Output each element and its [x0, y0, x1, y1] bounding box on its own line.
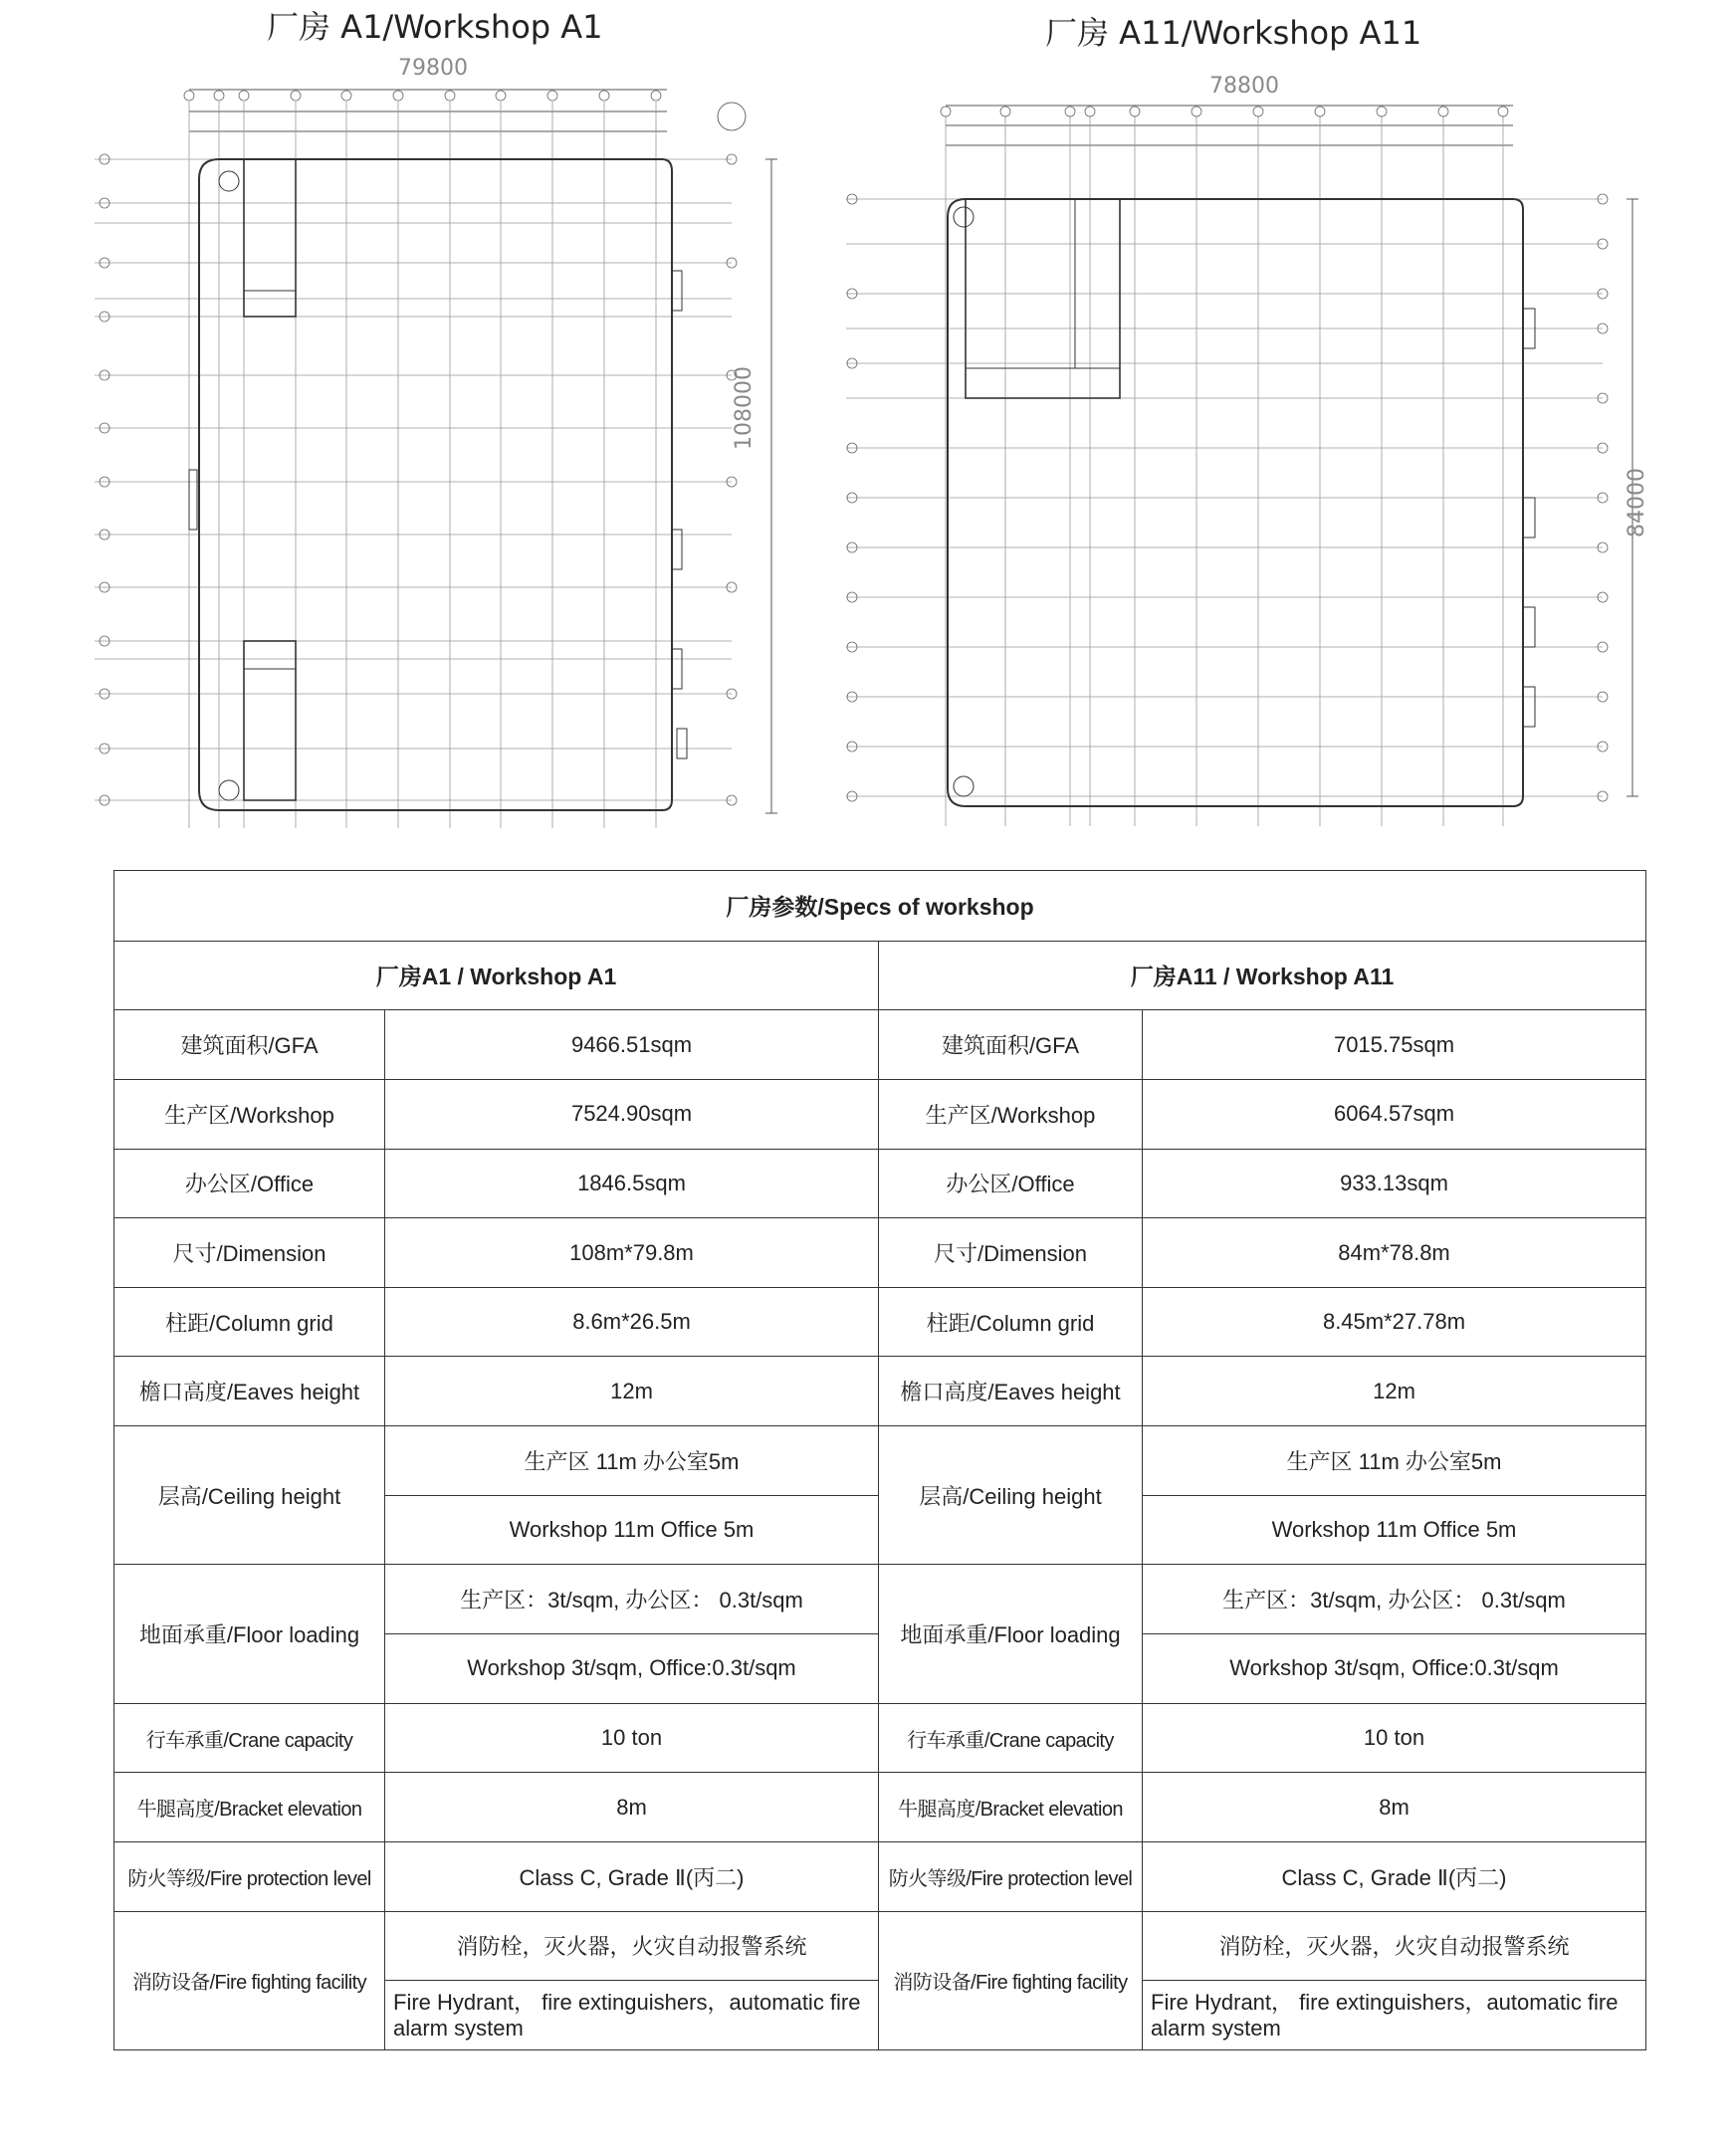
- a11-value: 84m*78.8m: [1143, 1218, 1646, 1288]
- plan-a1-height-dimension: 108000: [732, 366, 757, 450]
- a11-value: 8m: [1143, 1773, 1646, 1842]
- table-row: [114, 1565, 1646, 1634]
- floor-plan-a1: [95, 52, 791, 828]
- column-header-a11: 厂房A11 / Workshop A11: [879, 941, 1646, 1010]
- row-label: 层高/Ceiling height: [879, 1426, 1143, 1565]
- table-row: [114, 1010, 1646, 1080]
- column-header-a1: 厂房A1 / Workshop A1: [114, 941, 879, 1010]
- plan-a1-width-dimension: 79800: [398, 56, 468, 81]
- a11-value: 7015.75sqm: [1143, 1010, 1646, 1080]
- table-row: [114, 1218, 1646, 1288]
- row-label: 地面承重/Floor loading: [114, 1565, 385, 1703]
- row-label: 尺寸/Dimension: [114, 1218, 385, 1288]
- row-label: 地面承重/Floor loading: [879, 1565, 1143, 1703]
- a1-value: Class C, Grade Ⅱ(丙二): [385, 1841, 879, 1911]
- plan-a11-height-dimension: 84000: [1625, 468, 1649, 538]
- row-label: 办公区/Office: [879, 1149, 1143, 1218]
- a1-value-en: Workshop 3t/sqm, Office:0.3t/sqm: [385, 1634, 879, 1704]
- specs-table-title: 厂房参数/Specs of workshop: [114, 871, 1646, 942]
- table-row: [114, 1287, 1646, 1357]
- a1-value: 8m: [385, 1773, 879, 1842]
- a11-value: 10 ton: [1143, 1703, 1646, 1773]
- row-label: 檐口高度/Eaves height: [879, 1357, 1143, 1426]
- row-label: 牛腿高度/Bracket elevation: [114, 1773, 385, 1842]
- a1-value-en: Fire Hydrant， fire extinguishers，automatic fire alarm system: [385, 1981, 879, 2050]
- a11-value: 8.45m*27.78m: [1143, 1287, 1646, 1357]
- a1-value: 12m: [385, 1357, 879, 1426]
- table-row: [114, 1841, 1646, 1911]
- specs-table: [113, 870, 1646, 2050]
- row-label: 建筑面积/GFA: [114, 1010, 385, 1080]
- row-label: 牛腿高度/Bracket elevation: [879, 1773, 1143, 1842]
- a1-value-cn: 消防栓，灭火器，火灾自动报警系统: [385, 1911, 879, 1981]
- row-label: 行车承重/Crane capacity: [879, 1703, 1143, 1773]
- a11-value: 6064.57sqm: [1143, 1079, 1646, 1149]
- row-label: 防火等级/Fire protection level: [879, 1841, 1143, 1911]
- row-label: 行车承重/Crane capacity: [114, 1703, 385, 1773]
- table-row: [114, 1079, 1646, 1149]
- row-label: 柱距/Column grid: [114, 1287, 385, 1357]
- a11-value-en: Workshop 11m Office 5m: [1143, 1495, 1646, 1565]
- floor-plan-a1-drawing: [95, 52, 791, 828]
- row-label: 柱距/Column grid: [879, 1287, 1143, 1357]
- row-label: 防火等级/Fire protection level: [114, 1841, 385, 1911]
- row-label: 消防设备/Fire fighting facility: [114, 1911, 385, 2049]
- table-row: [114, 1357, 1646, 1426]
- table-row: [114, 1703, 1646, 1773]
- a11-value-cn: 生产区：3t/sqm, 办公区： 0.3t/sqm: [1143, 1565, 1646, 1634]
- row-label: 尺寸/Dimension: [879, 1218, 1143, 1288]
- a1-value: 9466.51sqm: [385, 1010, 879, 1080]
- row-label: 檐口高度/Eaves height: [114, 1357, 385, 1426]
- a11-value: 933.13sqm: [1143, 1149, 1646, 1218]
- a1-value: 10 ton: [385, 1703, 879, 1773]
- floor-plan-a11: [836, 70, 1692, 826]
- a1-value: 1846.5sqm: [385, 1149, 879, 1218]
- a1-value: 108m*79.8m: [385, 1218, 879, 1288]
- a11-value-cn: 消防栓，灭火器，火灾自动报警系统: [1143, 1911, 1646, 1981]
- a1-value-cn: 生产区 11m 办公室5m: [385, 1426, 879, 1496]
- a1-value-en: Workshop 11m Office 5m: [385, 1495, 879, 1565]
- table-row: [114, 1911, 1646, 1981]
- row-label: 生产区/Workshop: [879, 1079, 1143, 1149]
- table-row: [114, 1149, 1646, 1218]
- plan-a1-title: 厂房 A1/Workshop A1: [267, 8, 603, 46]
- row-label: 生产区/Workshop: [114, 1079, 385, 1149]
- row-label: 层高/Ceiling height: [114, 1426, 385, 1565]
- a1-value: 7524.90sqm: [385, 1079, 879, 1149]
- plan-a11-width-dimension: 78800: [1209, 74, 1279, 99]
- a1-value-cn: 生产区：3t/sqm, 办公区： 0.3t/sqm: [385, 1565, 879, 1634]
- a11-value-cn: 生产区 11m 办公室5m: [1143, 1426, 1646, 1496]
- row-label: 建筑面积/GFA: [879, 1010, 1143, 1080]
- floor-plan-a11-drawing: [836, 70, 1692, 826]
- a11-value-en: Fire Hydrant， fire extinguishers，automatic fire alarm system: [1143, 1981, 1646, 2050]
- row-label: 办公区/Office: [114, 1149, 385, 1218]
- table-row: [114, 1773, 1646, 1842]
- a11-value-en: Workshop 3t/sqm, Office:0.3t/sqm: [1143, 1634, 1646, 1704]
- plan-a11-title: 厂房 A11/Workshop A11: [1045, 14, 1422, 52]
- a11-value: 12m: [1143, 1357, 1646, 1426]
- row-label: 消防设备/Fire fighting facility: [879, 1911, 1143, 2049]
- table-row: [114, 1426, 1646, 1496]
- a11-value: Class C, Grade Ⅱ(丙二): [1143, 1841, 1646, 1911]
- a1-value: 8.6m*26.5m: [385, 1287, 879, 1357]
